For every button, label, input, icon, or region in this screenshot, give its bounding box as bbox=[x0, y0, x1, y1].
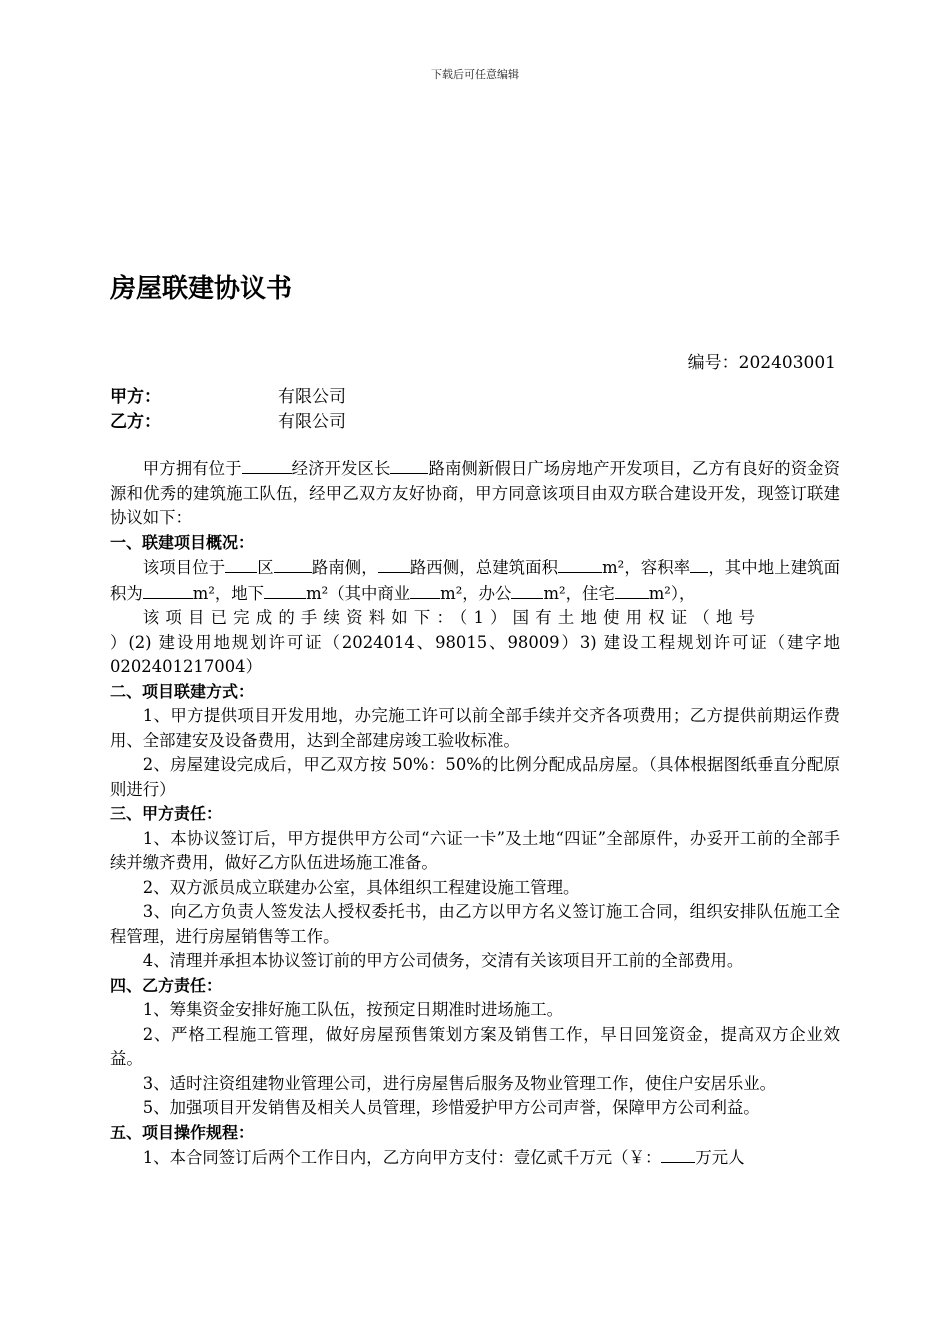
clause-3-2: 2、双方派员成立联建办公室，具体组织工程建设施工管理。 bbox=[142, 877, 580, 897]
clause-2-1: 1、甲方提供项目开发用地，办完施工许可以前全部手续并交齐各项费用；乙方提供前期运作费用、全部建安及设备费用，达到全部建房竣工验收标准。 bbox=[110, 706, 840, 750]
overview-text: 路南侧， bbox=[311, 558, 378, 577]
intro-paragraph bbox=[110, 456, 840, 531]
intro-text-3: 路南侧新假日广场房地产开发项目，乙方有良好的资金资源和优秀的建筑施工队伍，经甲乙双方友好协商，甲方同意该项目由双方联合建设开发，现签订联建协议如下： bbox=[110, 459, 841, 527]
clause-4-1: 1、筹集资金安排好施工队伍，按预定日期准时进场施工。 bbox=[142, 1000, 563, 1019]
party-a bbox=[110, 382, 346, 407]
blank-field bbox=[661, 1145, 695, 1163]
overview-text: 该项目位于 bbox=[142, 558, 226, 577]
section-heading-2: 二、项目联建方式： bbox=[110, 681, 255, 701]
clause-3-4: 4、清理并承担本协议签订前的甲方公司债务，交清有关该项目开工前的全部费用。 bbox=[142, 951, 744, 970]
document-number: 编号：202403001 bbox=[687, 353, 836, 373]
overview-text: m²，地下 bbox=[192, 583, 265, 603]
clause-2-2: 2、房屋建设完成后，甲乙双方按 50%：50%的比例分配成品房屋。（具体根据图纸垂直分配原则进行） bbox=[110, 755, 840, 799]
blank-field bbox=[225, 555, 257, 573]
section-heading-4: 四、乙方责任： bbox=[110, 975, 223, 995]
party-b-name: 有限公司 bbox=[278, 412, 346, 432]
overview-text: m²，容积率 bbox=[602, 558, 691, 577]
party-a-label: 甲方： bbox=[110, 387, 161, 407]
clause-3-1: 1、本协议签订后，甲方提供甲方公司“六证一卡”及土地“四证”全部原件，办妥开工前的全部手续并缴齐费用，做好乙方队伍进场施工准备。 bbox=[110, 828, 840, 872]
overview-text: 区 bbox=[257, 558, 274, 577]
section-heading-1: 一、联建项目概况： bbox=[110, 532, 255, 552]
blank-field bbox=[511, 581, 543, 599]
overview-text: 路西侧，总建筑面积 bbox=[409, 558, 559, 577]
blank-field bbox=[558, 555, 602, 573]
document-title: 房屋联建协议书 bbox=[110, 274, 293, 304]
clause-5-1 bbox=[110, 1145, 840, 1171]
blank-field bbox=[242, 456, 292, 474]
clause-5-1-text: 1、本合同签订后两个工作日内，乙方向甲方支付：壹亿贰千万元（￥： bbox=[142, 1148, 662, 1167]
party-a-name: 有限公司 bbox=[278, 387, 346, 407]
blank-field bbox=[615, 581, 649, 599]
blank-field bbox=[264, 581, 306, 599]
section-heading-3: 三、甲方责任： bbox=[110, 804, 223, 823]
overview-text: m²，办公 bbox=[440, 583, 512, 603]
section-heading-5: 五、项目操作规程： bbox=[110, 1122, 255, 1142]
blank-field bbox=[378, 555, 410, 573]
clause-5-1-text-end: 万元人 bbox=[695, 1148, 745, 1167]
intro-text-1: 甲方拥有位于 bbox=[142, 459, 242, 478]
blank-field bbox=[390, 456, 428, 474]
party-b-label: 乙方： bbox=[110, 412, 161, 432]
completed-procedures-detail: ）(2) 建设用地规划许可证（2024014、98015、98009）3) 建设工程规划许可证（建字地 0202401217004） bbox=[110, 632, 840, 676]
header-note: 下载后可任意编辑 bbox=[431, 68, 519, 81]
blank-field bbox=[410, 581, 440, 599]
overview-text: m²，住宅 bbox=[543, 583, 615, 603]
blank-field bbox=[690, 555, 708, 573]
blank-field bbox=[274, 555, 312, 573]
clause-4-3: 3、适时注资组建物业管理公司，进行房屋售后服务及物业管理工作，使住户安居乐业。 bbox=[142, 1073, 777, 1093]
overview-text: ，其中地上建筑面积为 bbox=[110, 558, 841, 603]
party-b bbox=[110, 407, 346, 432]
intro-text-2: 经济开发区长 bbox=[291, 459, 391, 478]
completed-procedures-line: 该项目已完成的手续资料如下：（1）国有土地使用权证（地号 bbox=[142, 608, 762, 627]
clause-3-3: 3、向乙方负责人签发法人授权委托书，由乙方以甲方名义签订施工合同，组织安排队伍施工全程管理，进行房屋销售等工作。 bbox=[110, 902, 840, 946]
overview-text: m²（其中商业 bbox=[306, 583, 411, 603]
overview-text: m²）， bbox=[648, 583, 696, 603]
clause-4-2: 2、严格工程施工管理，做好房屋预售策划方案及销售工作，早日回笼资金，提高双方企业效益。 bbox=[110, 1024, 840, 1068]
project-overview-paragraph bbox=[110, 555, 840, 606]
blank-field bbox=[143, 581, 193, 599]
agreement-body bbox=[110, 456, 840, 1171]
clause-4-5: 5、加强项目开发销售及相关人员管理，珍惜爱护甲方公司声誉，保障甲方公司利益。 bbox=[142, 1098, 760, 1117]
